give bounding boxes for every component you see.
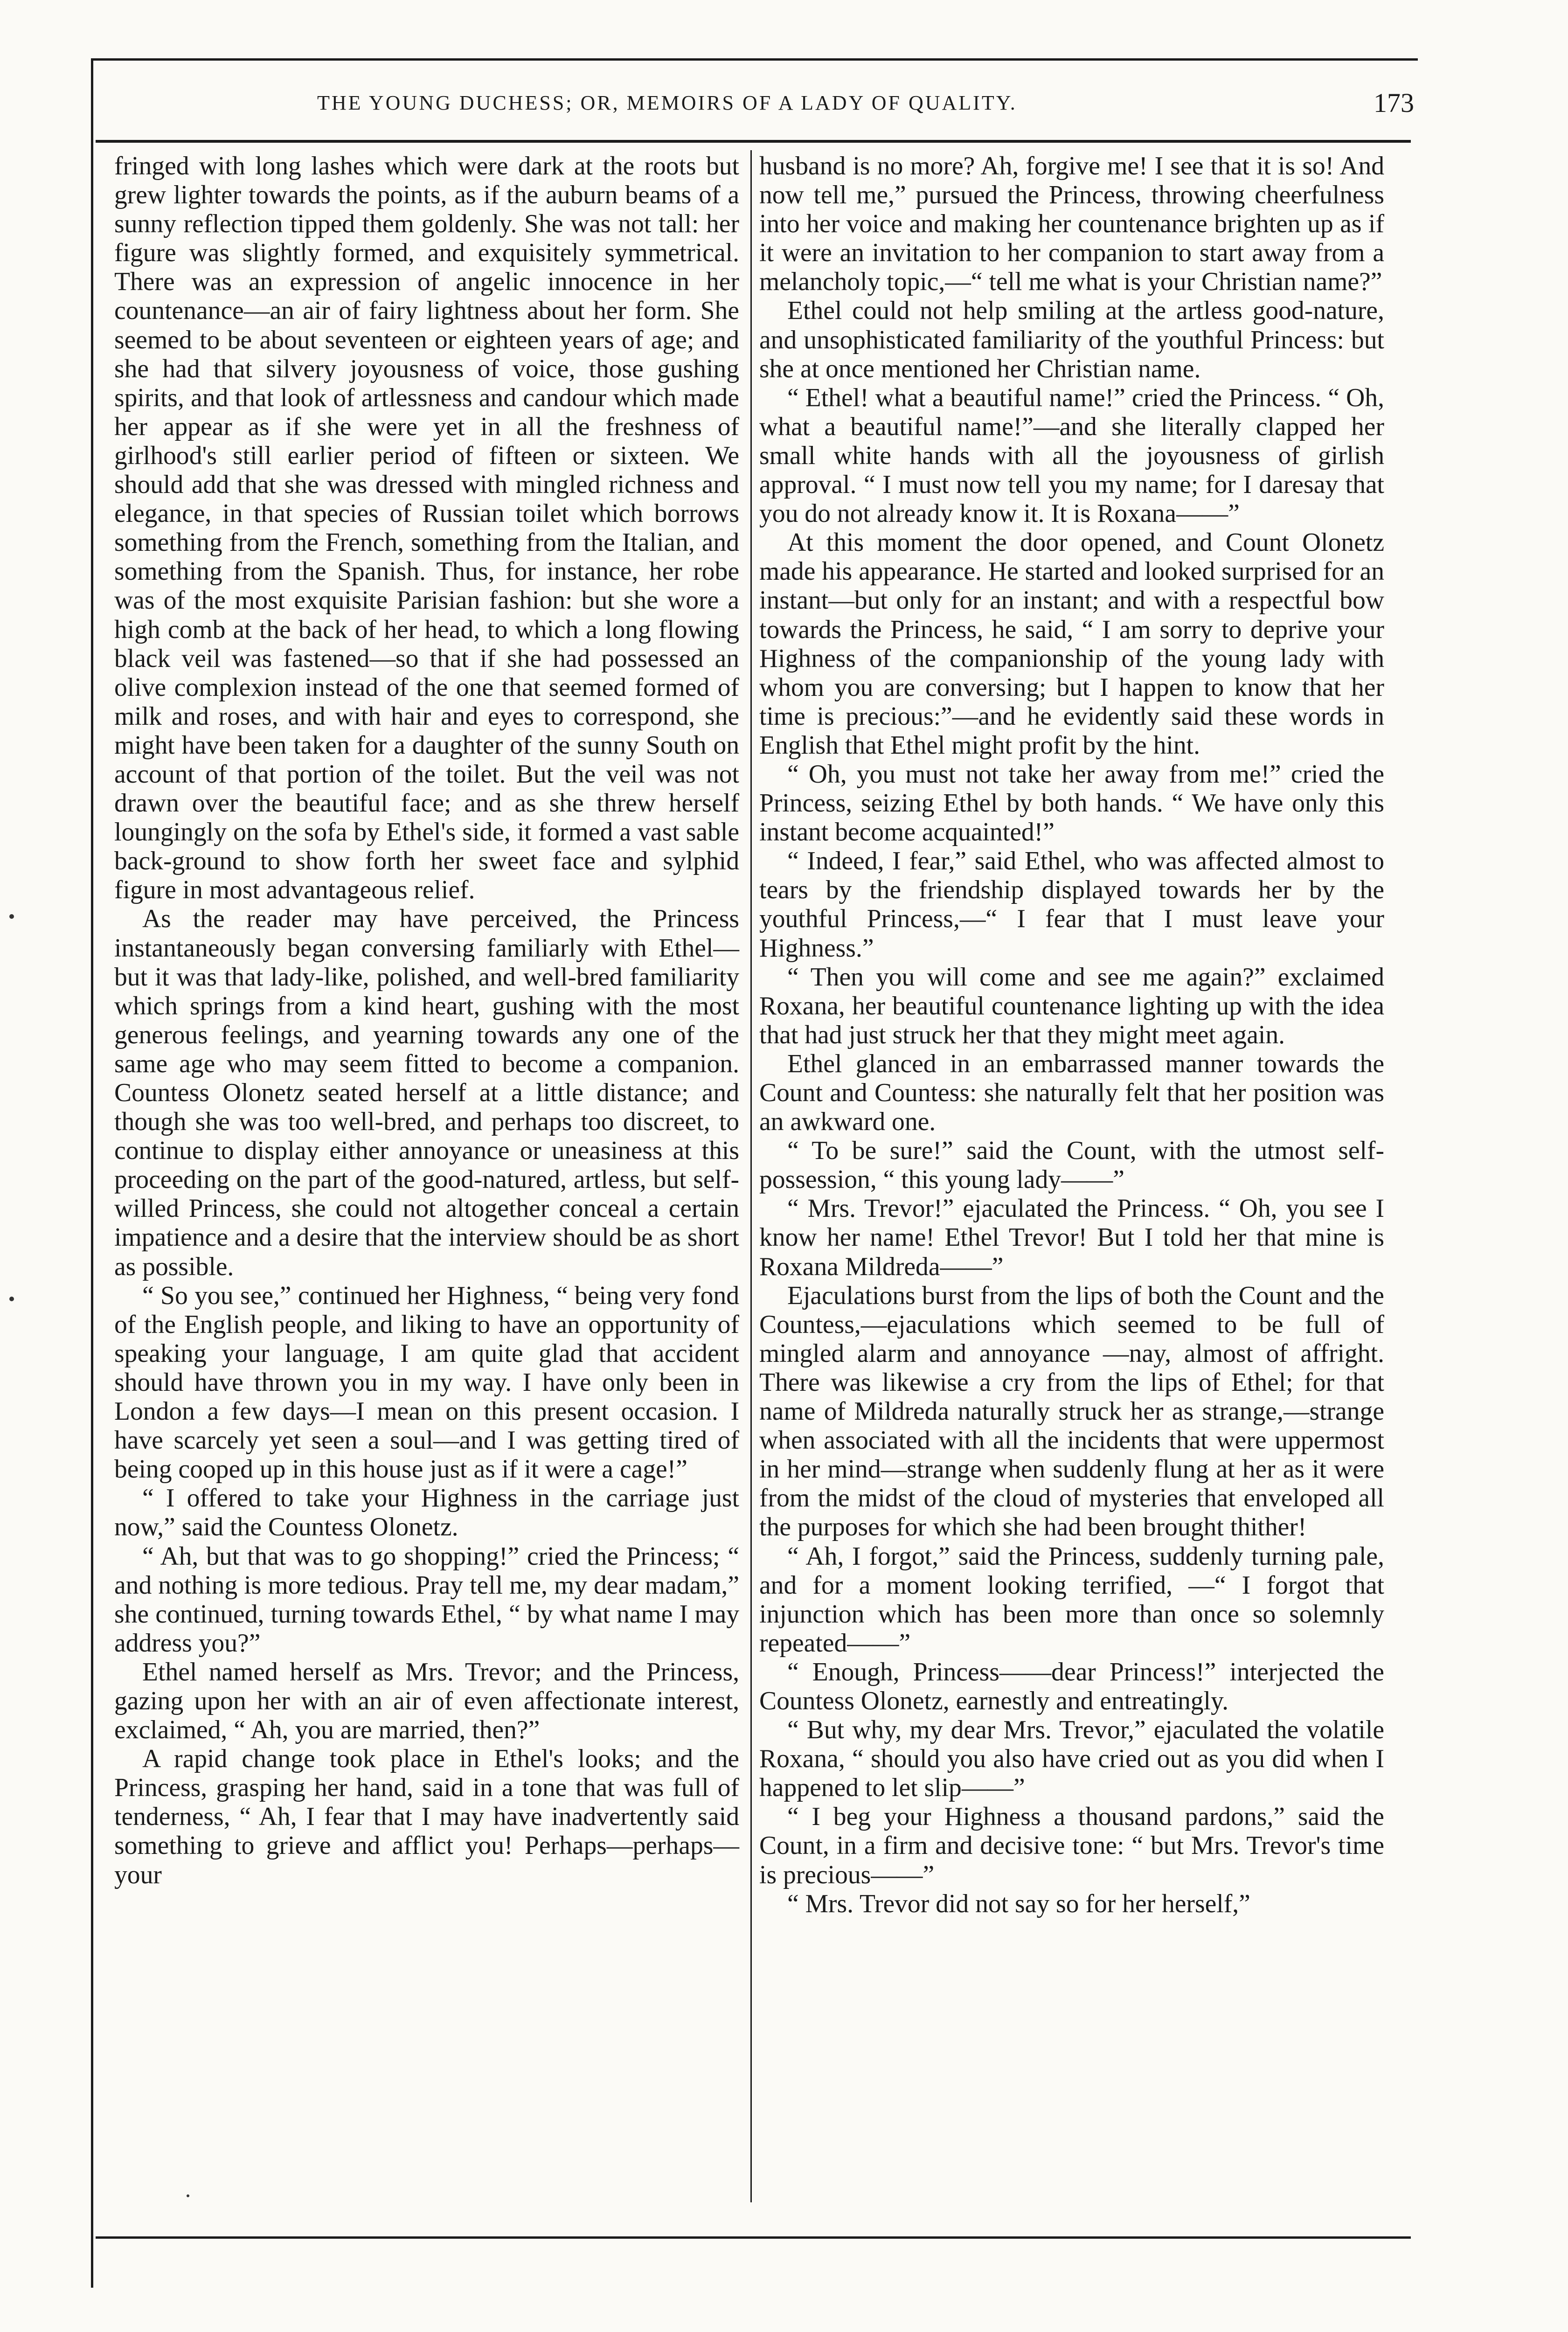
paragraph: husband is no more? Ah, forgive me! I see that it is so! And now tell me,” pursued the Princess, throwing cheerfulness into her voice and making her countenance brighten up as if it were an invitation to her companion to start away from a melancholy topic,—“ tell me what is your Christian name?” bbox=[759, 152, 1384, 297]
ink-speck bbox=[9, 1297, 14, 1301]
paragraph: “ Mrs. Trevor did not say so for her herself,” bbox=[787, 1889, 1250, 1918]
paragraph: Ethel named herself as Mrs. Trevor; and the Princess, gazing upon her with an air of even affectionate interest, exclaimed, “ Ah, you are married, then?” bbox=[114, 1657, 739, 1745]
ink-speck bbox=[187, 2194, 189, 2197]
ink-speck bbox=[9, 914, 14, 919]
paragraph: At this moment the door opened, and Count Olonetz made his appearance. He started and looked surprised for an instant—but only for an instant; and with a respectful bow towards the Princess, he said, “ I am sorry to deprive your Highness of the companionship of the young lady with whom you are conversing; but I happen to know that her time is precious:”—and he evidently said these words in English that Ethel might profit by the hint. bbox=[759, 528, 1384, 760]
paragraph: A rapid change took place in Ethel's looks; and the Princess, grasping her hand, said in a tone that was full of tenderness, “ Ah, I fear that I may have inadvertently said something to grieve and afflict you! Perhaps—perhaps—your bbox=[114, 1744, 739, 1889]
paragraph: “ I offered to take your Highness in the carriage just now,” said the Countess Olonetz. bbox=[114, 1484, 739, 1542]
header-rule bbox=[96, 140, 1411, 143]
running-header bbox=[140, 88, 1428, 126]
page-number: 173 bbox=[1374, 88, 1414, 118]
paragraph: As the reader may have perceived, the Princess instantaneously began conversing familiarly with Ethel—but it was that lady-like, polished, and well-bred familiarity which springs from a kind heart, gushing with the most generous feelings, and yearning towards any one of the same age who may seem fitted to become a companion. Countess Olonetz seated herself at a little distance; and though she was too well-bred, and perhaps too discreet, to continue to display either annoyance or uneasiness at this proceeding on the part of the good-natured, artless, but self-willed Princess, she could not altogether conceal a certain impatience and a desire that the interview should be as short as possible. bbox=[114, 904, 740, 1281]
paragraph: “ Ah, but that was to go shopping!” cried the Princess; “ and nothing is more tedious. Pray tell me, my dear madam,” she continued, turning towards Ethel, “ by what name I may address you?” bbox=[114, 1541, 739, 1658]
paragraph: Ethel glanced in an embarrassed manner towards the Count and Countess: she naturally felt that her position was an awkward one. bbox=[759, 1049, 1384, 1137]
left-border-rule bbox=[91, 58, 93, 2288]
paragraph: “ So you see,” continued her Highness, “ being very fond of the English people, and liking to have an opportunity of speaking your language, I am quite glad that accident should have thrown you in my way. I have only been in London a few days—I mean on this present occasion. I have scarcely yet seen a soul—and I was getting tired of being cooped up in this house just as if it were a cage!” bbox=[114, 1281, 739, 1484]
paragraph: “ Enough, Princess——dear Princess!” interjected the Countess Olonetz, earnestly and entreatingly. bbox=[759, 1657, 1384, 1715]
left-column bbox=[114, 152, 739, 1889]
paragraph: “ Ah, I forgot,” said the Princess, suddenly turning pale, and for a moment looking terrified, —“ I forgot that injunction which has been more than once so solemnly repeated——” bbox=[759, 1541, 1384, 1658]
paragraph: “ Oh, you must not take her away from me!” cried the Princess, seizing Ethel by both hands. “ We have only this instant become acquainted!” bbox=[759, 759, 1384, 847]
paragraph: fringed with long lashes which were dark at the roots but grew lighter towards the points, as if the auburn beams of a sunny reflection tipped them goldenly. She was not tall: her figure was slightly formed, and exquisitely symmetrical. There was an expression of angelic innocence in her countenance—an air of fairy lightness about her form. She seemed to be about seventeen or eighteen years of age; and she had that silvery joyousness of voice, those gushing spirits, and that look of artlessness and candour which made her appear as if she were yet in all the freshness of girlhood's still earlier period of fifteen or sixteen. We should add that she was dressed with mingled richness and elegance, in that species of Russian toilet which borrows something from the French, something from the Italian, and something from the Spanish. Thus, for instance, her robe was of the most exquisite Parisian fashion: but she wore a high comb at the back of her head, to which a long flowing black veil was fastened—so that if she had possessed an olive complexion instead of the one that seemed formed of milk and roses, and with hair and eyes to correspond, she might have been taken for a daughter of the sunny South on account of that portion of the toilet. But the veil was not drawn over the beautiful face; and as she threw herself loungingly on the sofa by Ethel's side, it formed a vast sable back-ground to show forth her sweet face and sylphid figure in most advantageous relief. bbox=[114, 152, 739, 905]
bottom-rule bbox=[96, 2236, 1411, 2239]
paragraph: “ To be sure!” said the Count, with the utmost self-possession, “ this young lady——” bbox=[759, 1136, 1384, 1194]
paragraph: “ But why, my dear Mrs. Trevor,” ejaculated the volatile Roxana, “ should you also have cried out as you did when I happened to let slip——” bbox=[759, 1715, 1384, 1803]
paragraph: “ Indeed, I fear,” said Ethel, who was affected almost to tears by the friendship displayed towards her by the youthful Princess,—“ I fear that I must leave your Highness.” bbox=[759, 847, 1384, 963]
paragraph: Ethel could not help smiling at the artless good-nature, and unsophisticated familiarity of the youthful Princess: but she at once mentioned her Christian name. bbox=[759, 296, 1384, 383]
top-border-rule bbox=[91, 58, 1418, 61]
paragraph: “ Ethel! what a beautiful name!” cried the Princess. “ Oh, what a beautiful name!”—and she literally clapped her small white hands with all the joyousness of girlish approval. “ I must now tell you my name; for I daresay that you do not already know it. It is Roxana——” bbox=[759, 383, 1384, 528]
running-title: THE YOUNG DUCHESS; OR, MEMOIRS OF A LADY OF QUALITY. bbox=[317, 91, 1017, 114]
paragraph: Ejaculations burst from the lips of both the Count and the Countess,—ejaculations which seemed to be full of mingled alarm and annoyance —nay, almost of affright. There was likewise a cry from the lips of Ethel; for that name of Mildreda naturally struck her as strange,—strange when associated with all the incidents that were uppermost in her mind—strange when suddenly flung at her as it were from the midst of the cloud of mysteries that enveloped all the purposes for which she had been brought thither! bbox=[759, 1281, 1384, 1542]
right-column bbox=[759, 152, 1384, 1918]
paragraph: “ I beg your Highness a thousand pardons,” said the Count, in a firm and decisive tone: “ but Mrs. Trevor's time is precious——” bbox=[759, 1802, 1384, 1889]
paragraph: “ Then you will come and see me again?” exclaimed Roxana, her beautiful countenance lighting up with the idea that had just struck her that they might meet again. bbox=[759, 962, 1384, 1049]
paragraph: “ Mrs. Trevor!” ejaculated the Princess. “ Oh, you see I know her name! Ethel Trevor! But I told her that mine is Roxana Mildreda——” bbox=[759, 1194, 1384, 1281]
column-divider bbox=[750, 150, 752, 2202]
